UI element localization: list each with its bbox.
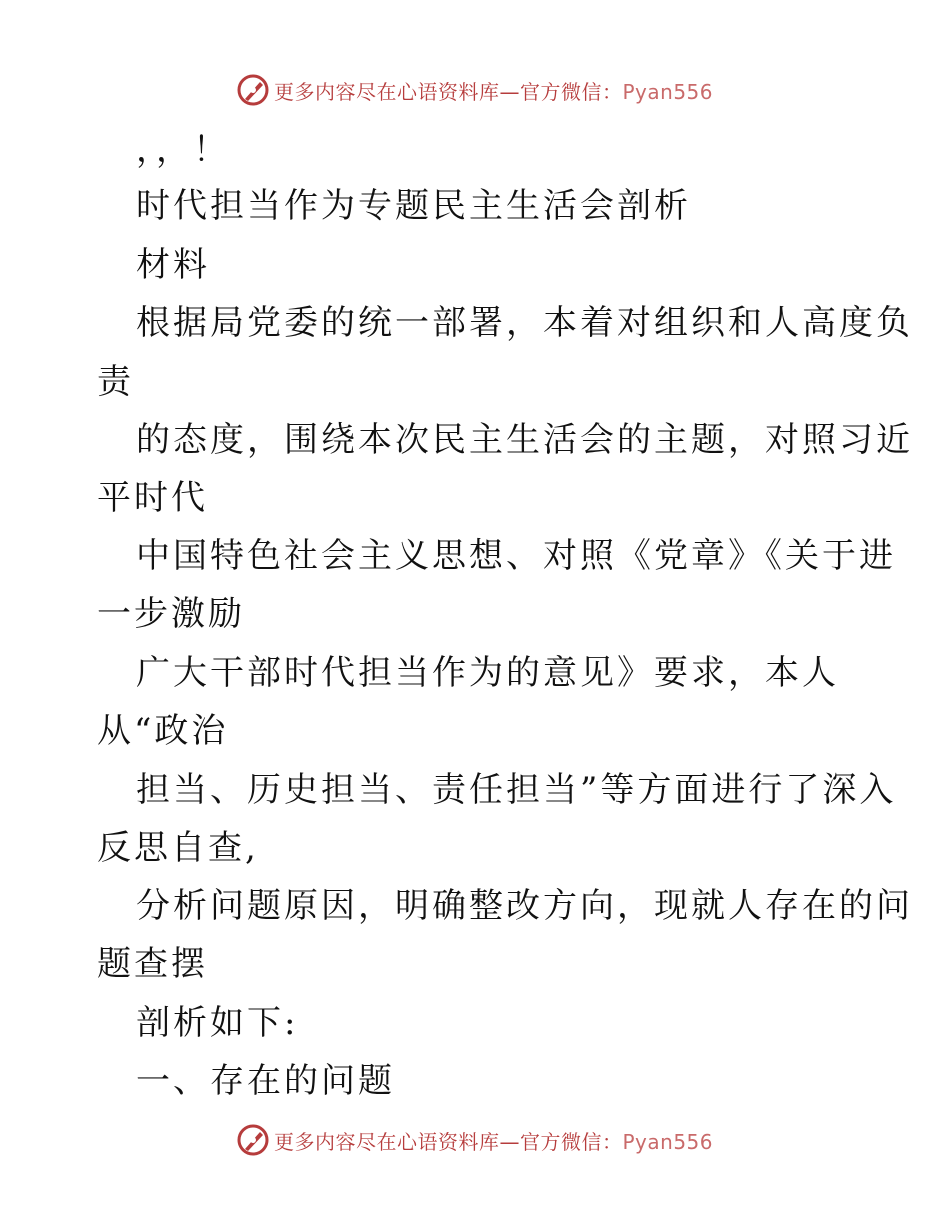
text-line: 剖析如下: <box>136 1003 299 1043</box>
text-line: 一步激励 <box>97 594 245 634</box>
watermark-wechat-id: Pyan556 <box>622 79 714 104</box>
document-title-line-1: 时代担当作为专题民主生活会剖析 <box>136 186 691 226</box>
text-line: 广大干部时代担当作为的意见》要求，本人 <box>136 653 839 693</box>
text-line: 分析问题原因，明确整改方向，现就人存在的问 <box>136 886 913 926</box>
watermark-header <box>236 73 713 107</box>
text-line: 题查摆 <box>97 944 208 984</box>
text-line: 从“政治 <box>97 711 229 751</box>
watermark-text: 更多内容尽在心语资料库—官方微信： <box>274 1129 623 1154</box>
text-line: ，，！ <box>136 130 230 170</box>
watermark-footer <box>236 1123 713 1157</box>
text-line: 平时代 <box>97 478 208 518</box>
section-heading: 一、存在的问题 <box>136 1061 395 1101</box>
text-line: 中国特色社会主义思想、对照《党章》《关于进 <box>136 536 896 576</box>
pen-logo-icon <box>236 1123 270 1157</box>
text-line: 担当、历史担当、责任担当”等方面进行了深入 <box>136 770 897 810</box>
pen-logo-icon <box>236 73 270 107</box>
text-line: 的态度，围绕本次民主生活会的主题，对照习近 <box>136 420 913 460</box>
text-line: 根据局党委的统一部署，本着对组织和人高度负 <box>136 303 913 343</box>
document-title-line-2: 材料 <box>136 245 210 285</box>
watermark-text: 更多内容尽在心语资料库—官方微信： <box>274 79 623 104</box>
text-line: 责 <box>97 362 134 402</box>
watermark-wechat-id: Pyan556 <box>622 1129 714 1154</box>
text-line: 反思自查, <box>97 828 259 868</box>
